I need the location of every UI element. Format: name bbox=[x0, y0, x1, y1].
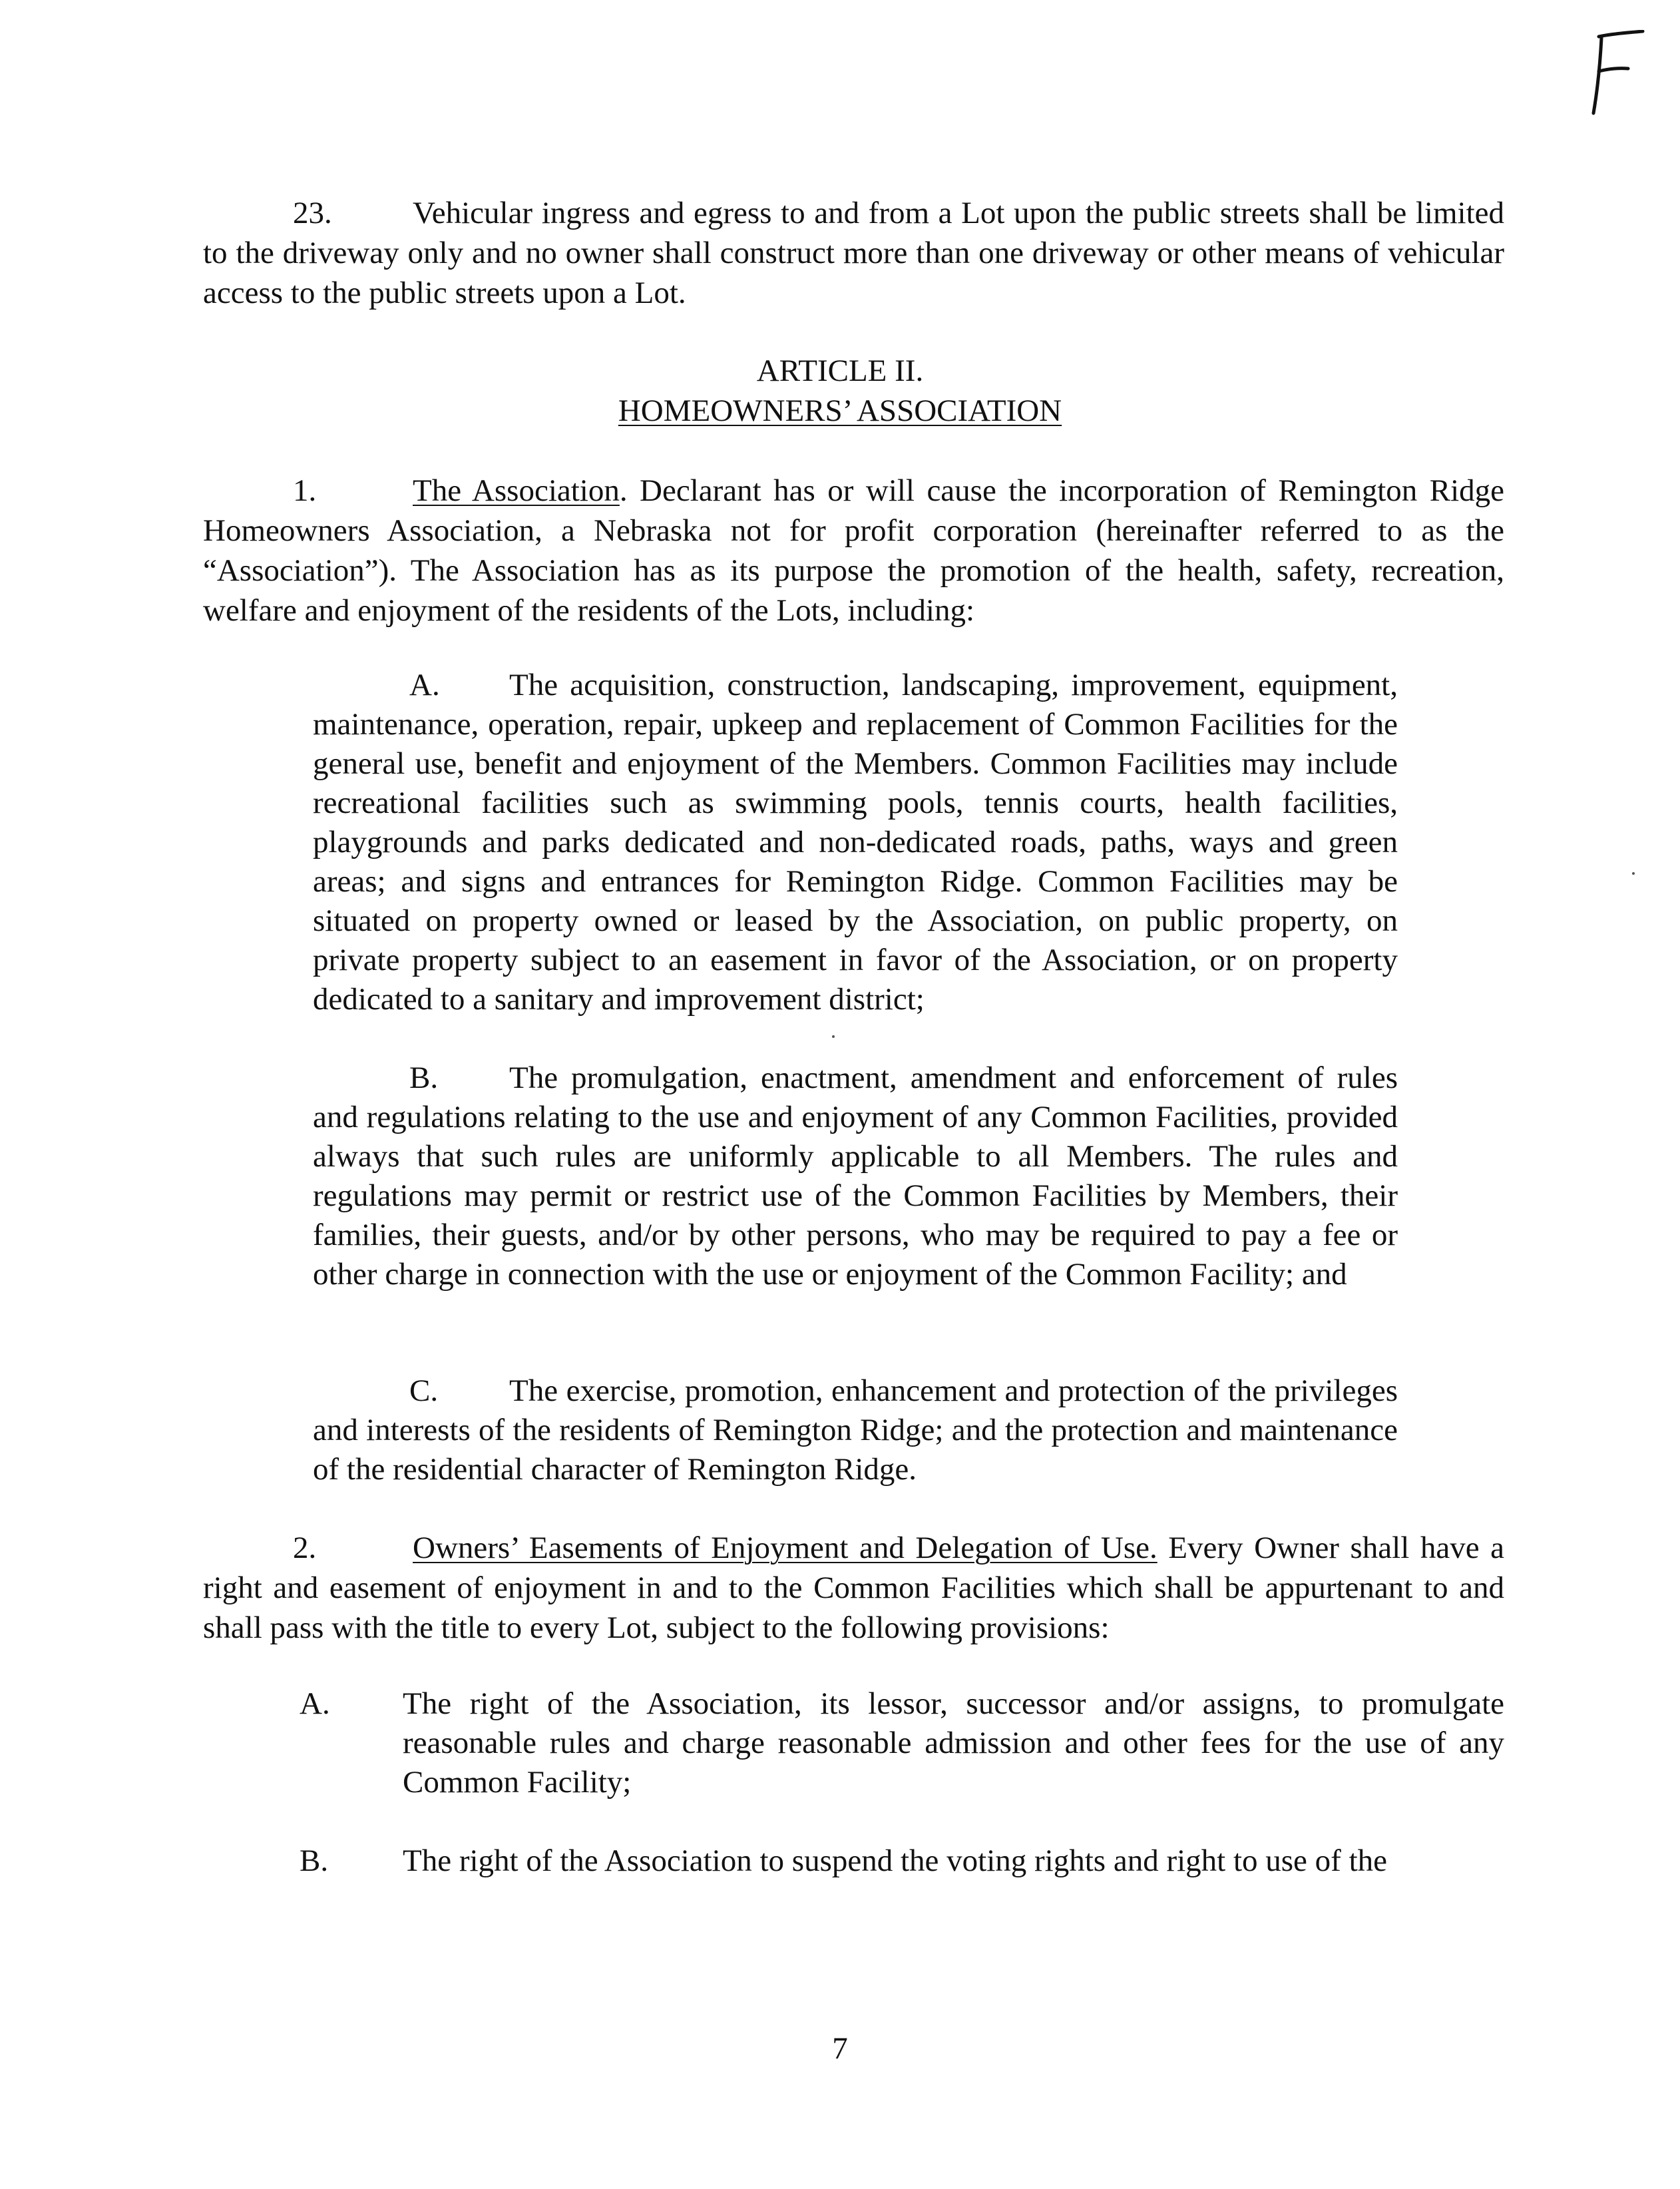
section-2 bbox=[203, 1528, 1504, 1648]
section-2-item-a: A. The right of the Association, its lessor, successor and/or assigns, to promulgate reasonable rules and charge reasonable admission and other fees for the use of any Common Facility; bbox=[300, 1686, 1504, 1800]
section-title: Owners’ Easements of Enjoyment and Delegation of Use. bbox=[413, 1531, 1157, 1565]
paragraph-23 bbox=[203, 193, 1504, 313]
section-2-item-b: B. The right of the Association to suspend the voting rights and right to use of the bbox=[300, 1843, 1387, 1878]
page-number: 7 bbox=[832, 2031, 848, 2066]
paragraph-number: 23. bbox=[293, 196, 332, 230]
section-title: The Association bbox=[413, 473, 620, 508]
scan-speck bbox=[832, 1035, 835, 1038]
article-number: ARTICLE II. bbox=[756, 354, 924, 388]
section-1-item-a: A. The acquisition, construction, landscaping, improvement, equipment, maintenance, operation, repair, upkeep and replacement of Common Facilities for the general use, benefit and enjoyment of the Members. Common Facilities may include recreational facilities such as swimming pools, tennis courts, health facilities, playgrounds and parks dedicated and non-dedicated roads, paths, ways and green areas; and signs and entrances for Remington Ridge. Common Facilities may be situated on property owned or leased by the Association, on public property, on private property subject to an easement in favor of the Association, or on property dedicated to a sanitary and improvement district; bbox=[313, 668, 1398, 1017]
section-number: 1. bbox=[293, 473, 317, 508]
section-1-item-c: C. The exercise, promotion, enhancement and protection of the privileges and interests of the residents of Remington Ridge; and the protection and maintenance of the residential character of Remington Ridge. bbox=[313, 1373, 1398, 1487]
section-text: Declarant has or will cause the incorporation of Remington Ridge Homeowners Association, a Nebraska not for profit corporation (hereinafter referred to as the “Association”). The Association has as its purpose the promotion of the health, safety, recreation, welfare and enjoyment of the residents of the Lots, including: bbox=[203, 473, 1504, 628]
paragraph-text: Vehicular ingress and egress to and from a Lot upon the public streets shall be limited to the driveway only and no owner shall construct more than one driveway or other means of vehicular access to the public streets upon a Lot. bbox=[203, 196, 1504, 310]
section-number: 2. bbox=[293, 1531, 317, 1565]
scan-speck bbox=[1632, 872, 1635, 875]
section-1-item-b: B. The promulgation, enactment, amendment and enforcement of rules and regulations relating to the use and enjoyment of any Common Facilities, provided always that such rules are uniformly applicable to all Members. The rules and regulations may permit or restrict use of the Common Facilities by Members, their families, their guests, and/or by other persons, who may be required to pay a fee or other charge in connection with the use or enjoyment of the Common Facility; and bbox=[313, 1061, 1398, 1292]
handwritten-f-mark bbox=[1584, 30, 1651, 117]
article-title: HOMEOWNERS’ ASSOCIATION bbox=[618, 393, 1062, 428]
section-text: Every Owner shall have a right and easement of enjoyment in and to the Common Facilities which shall be appurtenant to and shall pass with the title to every Lot, subject to the following provisions: bbox=[203, 1531, 1504, 1645]
section-1: 1. The Association. Declarant has or will cause the incorporation of Remington Ridge Homeowners Association, a Nebraska not for profit corporation (hereinafter referred to as the “Association”). The Association has as its purpose the promotion of the health, safety, recreation, welfare and enjoyment of the residents of the Lots, including: bbox=[203, 471, 1504, 630]
